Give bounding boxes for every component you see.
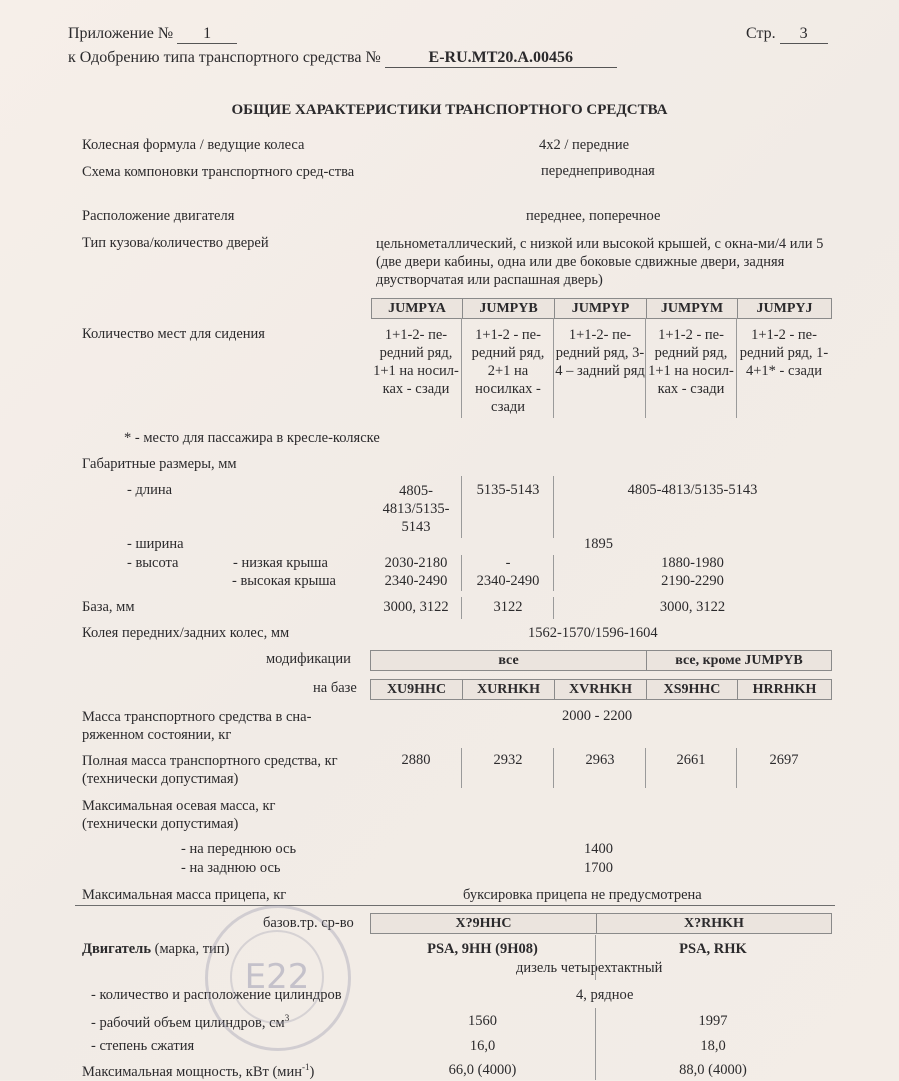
model-header-jumpym: JUMPYM xyxy=(646,298,738,319)
width-value: 1895 xyxy=(584,536,613,552)
max-power-1: 66,0 (4000) xyxy=(448,1062,517,1078)
length-label: - длина xyxy=(127,482,173,498)
divider xyxy=(736,318,737,418)
curb-mass-value: 2000 - 2200 xyxy=(562,708,633,724)
base-xurhkh: XURHKH xyxy=(462,679,555,700)
rear-axle-label: - на заднюю ось xyxy=(181,860,281,876)
trailer-mass-value: буксировка прицепа не предусмотрена xyxy=(463,887,702,903)
length-jumpyb: 5135-5143 xyxy=(476,482,540,498)
track-value: 1562-1570/1596-1604 xyxy=(528,625,658,641)
seats-jumpyj: 1+1-2 - пе-редний ряд, 1-4+1* - сзади xyxy=(739,327,829,379)
wheelbase-jumpya: 3000, 3122 xyxy=(383,599,449,615)
model-header-jumpyb: JUMPYB xyxy=(462,298,555,319)
max-power-label: Максимальная мощность, кВт (мин$^{-1}$) xyxy=(82,1062,315,1080)
track-label: Колея передних/задних колес, мм xyxy=(82,625,290,641)
base-xs9hhc: XS9HHC xyxy=(646,679,738,700)
modifications-all-except: все, кроме JUMPYB xyxy=(646,650,832,671)
gross-mass-jumpyb: 2932 xyxy=(493,752,523,768)
base-vehicle-x9hhc: X?9HHC xyxy=(370,913,597,934)
height-label: - высота xyxy=(127,555,179,571)
engine-model-2: PSA, RHK xyxy=(679,941,747,957)
divider xyxy=(595,1008,596,1080)
page-title: ОБЩИЕ ХАРАКТЕРИСТИКИ ТРАНСПОРТНОГО СРЕДСТВА xyxy=(231,102,668,118)
gross-mass-jumpyj: 2697 xyxy=(769,752,799,768)
cylinders-value: 4, рядное xyxy=(576,987,634,1003)
wheelbase-jumpyb: 3122 xyxy=(493,599,523,615)
gross-mass-label: Полная масса транспортного средства, кг (технически допустимая) xyxy=(82,753,338,787)
divider xyxy=(553,476,554,538)
high-roof-jumpya: 2340-2490 xyxy=(384,573,448,589)
page-label: Стр. 3 xyxy=(746,25,828,44)
compression-1: 16,0 xyxy=(469,1038,496,1054)
displacement-1: 1560 xyxy=(468,1013,497,1029)
base-hrrhkh: HRRHKH xyxy=(737,679,832,700)
displacement-label: - рабочий объем цилиндров, $см^3$ xyxy=(91,1013,290,1031)
modifications-all: все xyxy=(370,650,647,671)
gross-mass-jumpym: 2661 xyxy=(676,752,706,768)
low-roof-label: - низкая крыша xyxy=(233,555,328,571)
divider xyxy=(461,597,462,619)
compression-2: 18,0 xyxy=(700,1038,726,1054)
low-roof-jumpyb: - xyxy=(505,555,511,571)
divider xyxy=(645,318,646,418)
compression-label: - степень сжатия xyxy=(91,1038,195,1054)
divider xyxy=(736,748,737,788)
seats-jumpyp: 1+1-2- пе-редний ряд, 3-4 – задний ряд xyxy=(555,327,645,379)
engine-model-1: PSA, 9HH (9H08) xyxy=(427,941,538,957)
engine-label: Двигатель (марка, тип) xyxy=(82,941,230,957)
divider xyxy=(645,748,646,788)
wheelbase-label: База, мм xyxy=(82,599,135,615)
approval-stamp xyxy=(205,905,351,1051)
divider xyxy=(553,318,554,418)
body-type-value: цельнометаллический, с низкой или высокой крышей, с окна-ми/4 или 5 (две двери кабины, одна или две боковые сдвижные двери, задняя двустворчатая или распашная дверь) xyxy=(376,236,824,288)
model-header-jumpyj: JUMPYJ xyxy=(737,298,832,319)
displacement-2: 1997 xyxy=(698,1013,728,1029)
layout-label: Схема компоновки транспортного сред-ства xyxy=(82,164,355,180)
low-roof-jumpya: 2030-2180 xyxy=(384,555,448,571)
length-jumpya: 4805-4813/5135-5143 xyxy=(382,483,450,535)
wheelbase-others: 3000, 3122 xyxy=(659,599,726,615)
seats-jumpyb: 1+1-2 - пе-редний ряд, 2+1 на носилках - сзади xyxy=(471,327,545,415)
high-roof-label: - высокая крыша xyxy=(232,573,336,589)
front-axle-value: 1400 xyxy=(584,841,613,857)
divider xyxy=(461,555,462,591)
stamp-emblem: E22 xyxy=(230,930,324,1024)
curb-mass-label: Масса транспортного средства в сна-ряженном состоянии, кг xyxy=(82,709,312,743)
high-roof-jumpyb: 2340-2490 xyxy=(476,573,540,589)
wheel-formula-label: Колесная формула / ведущие колеса xyxy=(82,137,305,153)
seats-jumpya: 1+1-2- пе-редний ряд, 1+1 на носил-ках - сзади xyxy=(373,327,459,397)
seats-label: Количество мест для сидения xyxy=(82,326,265,342)
modifications-label: модификации xyxy=(266,651,351,667)
axle-mass-label: Максимальная осевая масса, кг (технически допустимая) xyxy=(82,798,276,832)
base-vehicle-type-label: базов.тр. ср-во xyxy=(263,915,354,931)
rear-axle-value: 1700 xyxy=(584,860,613,876)
gross-mass-jumpyp: 2963 xyxy=(585,752,615,768)
wheel-formula-value: 4x2 / передние xyxy=(539,137,630,153)
engine-position-label: Расположение двигателя xyxy=(82,208,235,224)
cylinders-label: - количество и расположение цилиндров xyxy=(91,987,342,1003)
divider xyxy=(595,935,596,980)
divider xyxy=(461,476,462,538)
seats-footnote: * - место для пассажира в кресле-коляске xyxy=(124,430,380,446)
low-roof-others: 1880-1980 xyxy=(661,555,724,571)
divider xyxy=(553,597,554,619)
approval-number: E-RU.MT20.A.00456 xyxy=(385,49,617,68)
engine-type: дизель четырехтактный xyxy=(516,960,663,976)
divider xyxy=(553,748,554,788)
base-vehicle-xrhkh: X?RHKH xyxy=(596,913,832,934)
high-roof-others: 2190-2290 xyxy=(661,573,724,589)
engine-position-value: переднее, поперечное xyxy=(526,208,661,224)
divider xyxy=(553,555,554,591)
dimensions-label: Габаритные размеры, мм xyxy=(82,456,237,472)
seats-jumpym: 1+1-2 - пе-редний ряд, 1+1 на носил-ках - сзади xyxy=(648,327,734,397)
model-header-jumpya: JUMPYA xyxy=(371,298,463,319)
gross-mass-jumpya: 2880 xyxy=(401,752,431,768)
approval-label: к Одобрению типа транспортного средства № E-RU.MT20.A.00456 xyxy=(68,49,617,68)
appendix-number: 1 xyxy=(177,25,237,44)
section-divider xyxy=(75,905,835,906)
divider xyxy=(461,748,462,788)
base-xvrhkh: XVRHKH xyxy=(554,679,647,700)
base-vehicle-label: на базе xyxy=(313,680,357,696)
divider xyxy=(461,318,462,418)
width-label: - ширина xyxy=(127,536,184,552)
appendix-label: Приложение № 1 xyxy=(68,25,237,44)
model-header-jumpyp: JUMPYP xyxy=(554,298,647,319)
length-others: 4805-4813/5135-5143 xyxy=(627,482,758,498)
body-type-label: Тип кузова/количество дверей xyxy=(82,235,269,251)
max-power-2: 88,0 (4000) xyxy=(679,1062,747,1078)
trailer-mass-label: Максимальная масса прицепа, кг xyxy=(82,887,287,903)
front-axle-label: - на переднюю ось xyxy=(181,841,297,857)
base-xu9hhc: XU9HHC xyxy=(370,679,463,700)
page-number: 3 xyxy=(780,25,828,44)
layout-value: переднеприводная xyxy=(541,163,655,179)
